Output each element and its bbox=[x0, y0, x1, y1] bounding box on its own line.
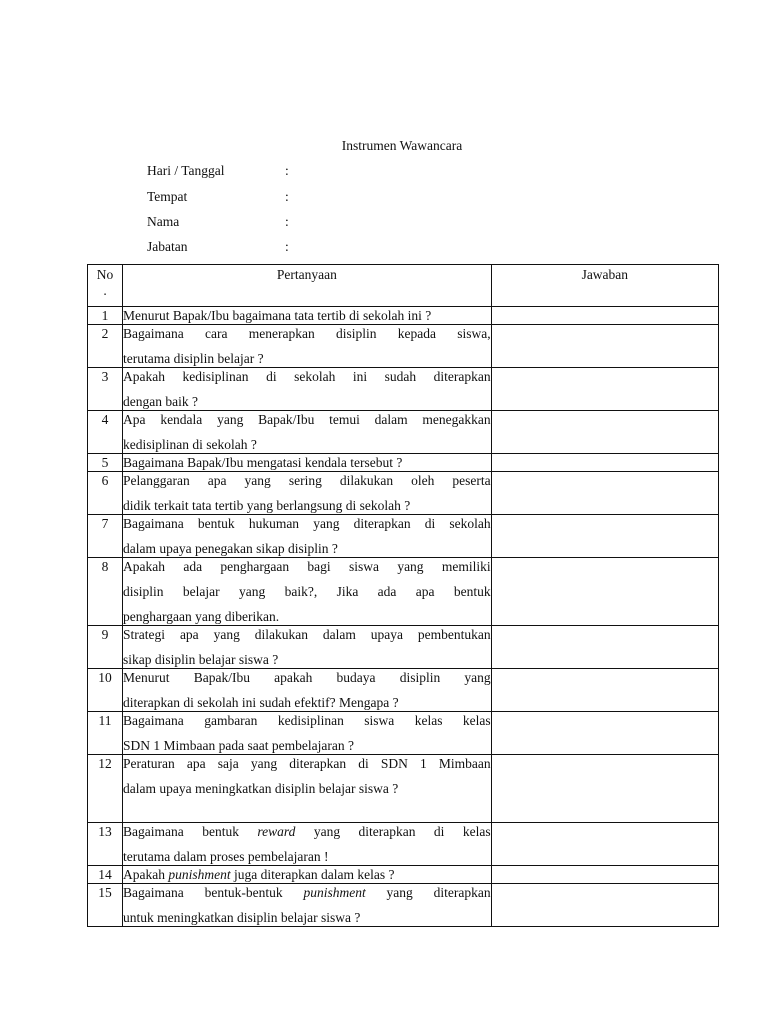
table-row bbox=[88, 558, 719, 626]
answer-cell[interactable] bbox=[491, 626, 718, 669]
table-row bbox=[88, 472, 719, 515]
answer-cell[interactable] bbox=[491, 884, 718, 927]
row-number: 15 bbox=[88, 884, 123, 927]
row-number: 1 bbox=[88, 307, 123, 325]
header-answer: Jawaban bbox=[491, 265, 718, 307]
answer-cell[interactable] bbox=[491, 368, 718, 411]
question-cell: Apa kendala yang Bapak/Ibu temui dalam menegakkan kedisiplinan di sekolah ? bbox=[123, 412, 491, 452]
row-number: 4 bbox=[88, 411, 123, 454]
row-number: 8 bbox=[88, 558, 123, 626]
table-row bbox=[88, 368, 719, 411]
document-title: Instrumen Wawancara bbox=[341, 138, 463, 153]
field-label: Tempat bbox=[147, 189, 188, 204]
answer-cell[interactable] bbox=[491, 669, 718, 712]
question-cell: Menurut Bapak/Ibu bagaimana tata tertib di sekolah ini ? bbox=[123, 307, 492, 325]
answer-cell[interactable] bbox=[491, 472, 718, 515]
table-row bbox=[88, 626, 719, 669]
field-separator: : bbox=[285, 214, 289, 229]
row-number: 3 bbox=[88, 368, 123, 411]
row-number: 10 bbox=[88, 669, 123, 712]
table-row bbox=[88, 669, 719, 712]
table-row bbox=[88, 325, 719, 368]
question-cell: Apakah punishment juga diterapkan dalam kelas ? bbox=[123, 866, 492, 884]
question-cell: Peraturan apa saja yang diterapkan di SDN 1 Mimbaan dalam upaya meningkatkan disiplin belajar siswa ? bbox=[123, 755, 492, 823]
header-no: No . bbox=[88, 265, 123, 307]
row-number: 13 bbox=[88, 823, 123, 866]
answer-cell[interactable] bbox=[491, 823, 718, 866]
question-cell: Menurut Bapak/Ibu apakah budaya disiplin yang diterapkan di sekolah ini sudah efektif? Mengapa ? bbox=[123, 670, 491, 710]
field-label: Hari / Tanggal bbox=[147, 163, 225, 178]
question-cell: Apakah kedisiplinan di sekolah ini sudah diterapkan dengan baik ? bbox=[123, 369, 491, 409]
row-number: 9 bbox=[88, 626, 123, 669]
answer-cell[interactable] bbox=[491, 866, 718, 884]
row-number: 11 bbox=[88, 712, 123, 755]
question-cell: Bagaimana bentuk hukuman yang diterapkan di sekolah dalam upaya penegakan sikap disiplin ? bbox=[123, 516, 491, 556]
question-cell: Bagaimana cara menerapkan disiplin kepada siswa, terutama disiplin belajar ? bbox=[123, 326, 491, 366]
table-row bbox=[88, 823, 719, 866]
question-cell: Bagaimana Bapak/Ibu mengatasi kendala tersebut ? bbox=[123, 454, 492, 472]
row-number: 7 bbox=[88, 515, 123, 558]
field-label: Nama bbox=[147, 214, 180, 229]
question-cell: Bagaimana gambaran kedisiplinan siswa kelas kelas SDN 1 Mimbaan pada saat pembelajaran ? bbox=[123, 713, 491, 753]
question-cell: Bagaimana bentuk reward yang diterapkan di kelas terutama dalam proses pembelajaran ! bbox=[123, 824, 491, 864]
table-row bbox=[88, 307, 719, 325]
answer-cell[interactable] bbox=[491, 325, 718, 368]
question-cell: Bagaimana bentuk-bentuk punishment yang diterapkan untuk meningkatkan disiplin belajar siswa ? bbox=[123, 885, 491, 925]
table-row bbox=[88, 866, 719, 884]
question-cell: Strategi apa yang dilakukan dalam upaya pembentukan sikap disiplin belajar siswa ? bbox=[123, 627, 491, 667]
table-row bbox=[88, 712, 719, 755]
table-header-row bbox=[88, 265, 719, 307]
answer-cell[interactable] bbox=[491, 411, 718, 454]
table-row bbox=[88, 411, 719, 454]
question-cell: Pelanggaran apa yang sering dilakukan oleh peserta didik terkait tata tertib yang berlangsung di sekolah ? bbox=[123, 473, 491, 513]
row-number: 12 bbox=[88, 755, 123, 823]
interview-table bbox=[87, 264, 719, 927]
answer-cell[interactable] bbox=[491, 454, 718, 472]
row-number: 14 bbox=[88, 866, 123, 884]
question-cell: Apakah ada penghargaan bagi siswa yang memiliki disiplin belajar yang baik?, Jika ada apa bentuk penghargaan yang diberikan. bbox=[123, 559, 491, 624]
field-separator: : bbox=[285, 189, 289, 204]
field-label: Jabatan bbox=[147, 239, 188, 254]
field-separator: : bbox=[285, 239, 289, 254]
answer-cell[interactable] bbox=[491, 558, 718, 626]
answer-cell[interactable] bbox=[491, 515, 718, 558]
table-row bbox=[88, 515, 719, 558]
row-number: 2 bbox=[88, 325, 123, 368]
answer-cell[interactable] bbox=[491, 712, 718, 755]
field-separator: : bbox=[285, 163, 289, 178]
header-question: Pertanyaan bbox=[123, 265, 492, 307]
table-row bbox=[88, 755, 719, 823]
answer-cell[interactable] bbox=[491, 307, 718, 325]
answer-cell[interactable] bbox=[491, 755, 718, 823]
row-number: 6 bbox=[88, 472, 123, 515]
table-row bbox=[88, 884, 719, 927]
table-row bbox=[88, 454, 719, 472]
row-number: 5 bbox=[88, 454, 123, 472]
